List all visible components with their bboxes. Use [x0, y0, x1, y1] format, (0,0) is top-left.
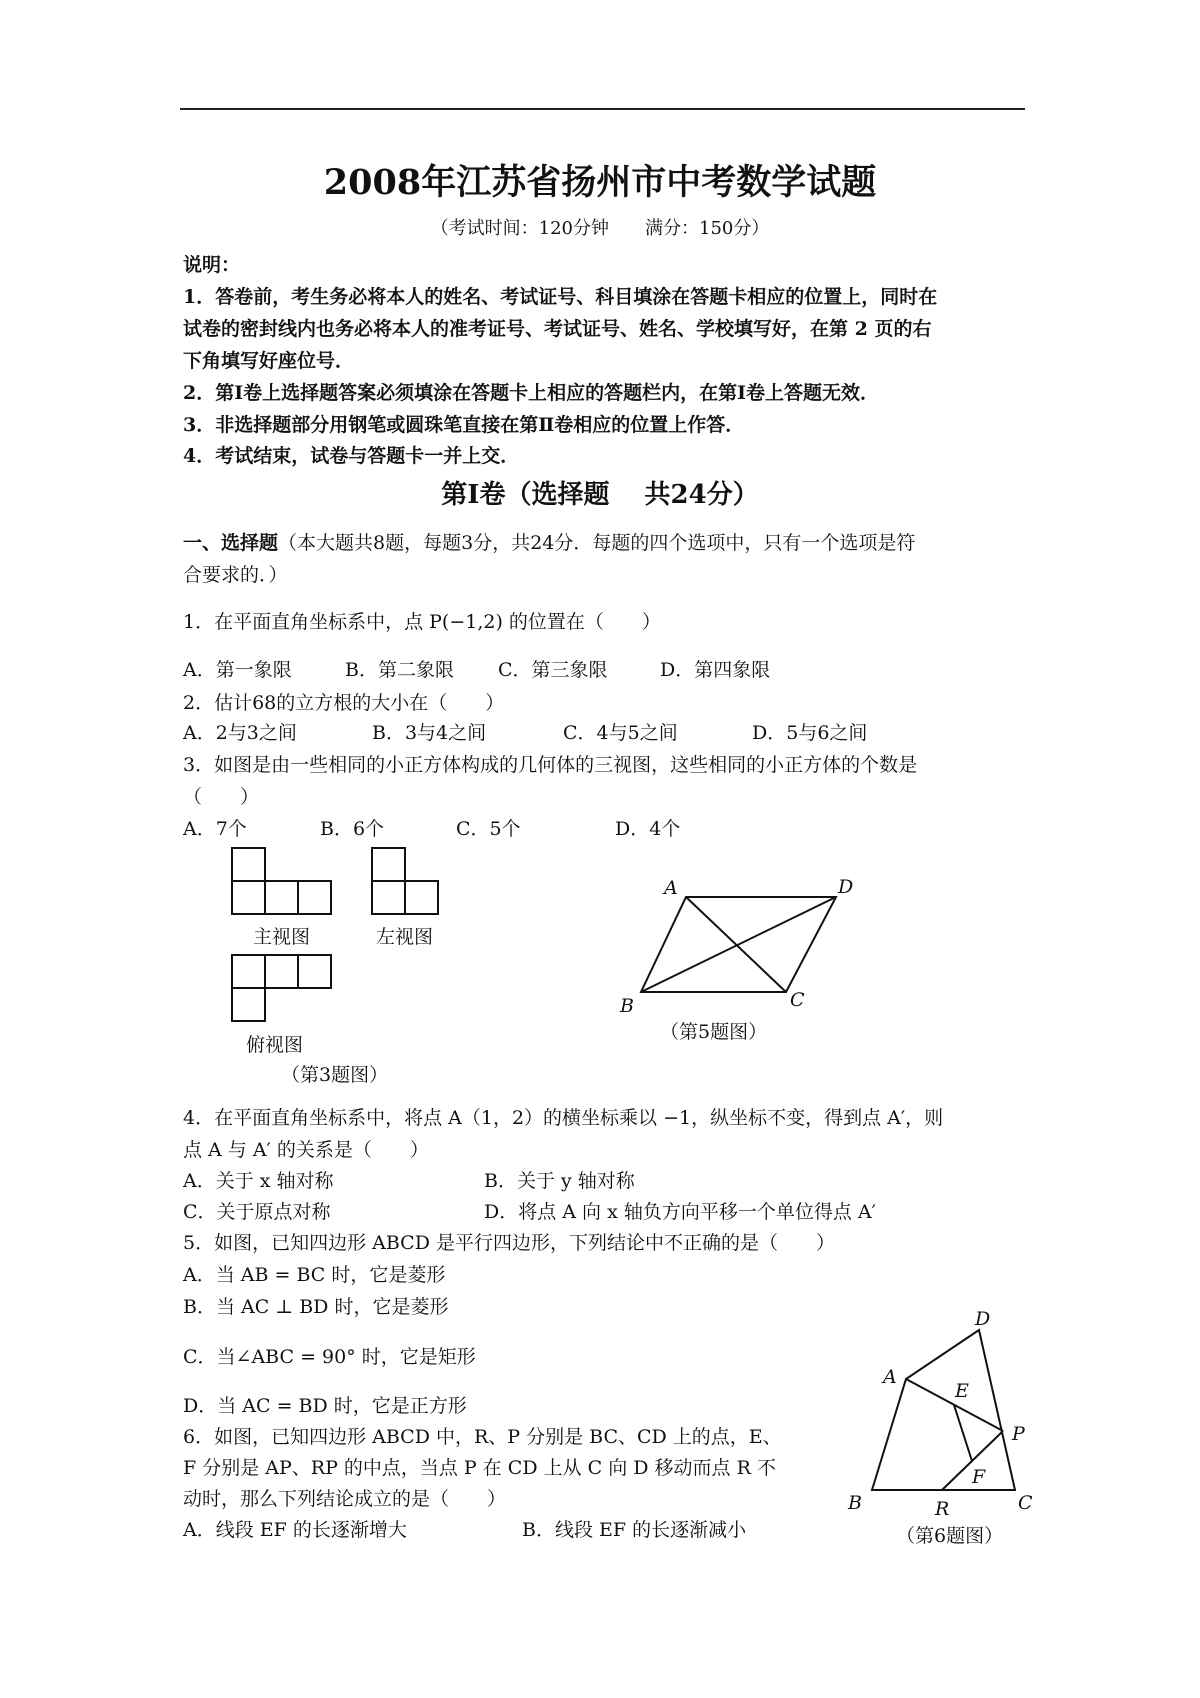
- q4-option-a: A．关于 x 轴对称: [183, 1170, 334, 1192]
- q2-option-a: A．2与3之间: [183, 722, 297, 744]
- q1-option-d: D．第四象限: [660, 659, 771, 681]
- top-view-cell: [232, 955, 265, 988]
- instructions-heading: 说明：: [183, 254, 241, 276]
- part-one-label: 一、选择题: [183, 532, 279, 554]
- q1-option-a: A．第一象限: [183, 659, 292, 681]
- point-label: E: [955, 1380, 969, 1402]
- top-view-cell: [298, 955, 331, 988]
- front-view-cell: [232, 881, 265, 914]
- diagonal-ac: [686, 897, 786, 992]
- q5-option-a: A．当 AB = BC 时，它是菱形: [183, 1264, 446, 1286]
- vertex-label: C: [790, 989, 805, 1011]
- quadrilateral-outline: [872, 1330, 1015, 1490]
- point-label: F: [972, 1466, 986, 1488]
- vertex-label: B: [620, 995, 634, 1017]
- paper-title: 2008年江苏省扬州市中考数学试题: [323, 162, 877, 203]
- q6-figure-caption: （第6题图）: [896, 1525, 1004, 1547]
- q2-stem: 2．估计68的立方根的大小在（ ）: [183, 692, 505, 714]
- front-view-cell: [298, 881, 331, 914]
- instruction-line: 3．非选择题部分用钢笔或圆珠笔直接在第Ⅱ卷相应的位置上作答．: [183, 414, 745, 436]
- q4-stem: 4．在平面直角坐标系中，将点 A（1，2）的横坐标乘以 −1，纵坐标不变，得到点 A′，则: [183, 1107, 944, 1129]
- q4-option-b: B．关于 y 轴对称: [484, 1170, 635, 1192]
- q3-figure-caption: （第3题图）: [281, 1064, 389, 1086]
- front-view-label: 主视图: [253, 926, 311, 948]
- q6-option-b: B．线段 EF 的长逐渐减小: [522, 1519, 747, 1541]
- paper-subtitle: （考试时间：120分钟 满分：150分）: [430, 218, 770, 239]
- q4-option-c: C．关于原点对称: [183, 1201, 331, 1223]
- instruction-line: 下角填写好座位号．: [183, 350, 355, 372]
- top-view-label: 俯视图: [246, 1034, 304, 1056]
- q3-option-a: A．7个: [183, 818, 247, 840]
- q6-option-a: A．线段 EF 的长逐渐增大: [183, 1519, 407, 1541]
- header-rule: [180, 108, 1025, 110]
- left-view-cell: [372, 881, 405, 914]
- instruction-line: 4．考试结束，试卷与答题卡一并上交．: [183, 445, 520, 467]
- instruction-line: 1．答卷前，考生务必将本人的姓名、考试证号、科目填涂在答题卡相应的位置上，同时在: [183, 286, 938, 308]
- top-view-cell: [232, 988, 265, 1021]
- left-view-cell: [405, 881, 438, 914]
- vertex-label: D: [975, 1308, 991, 1330]
- q5-option-b: B．当 AC ⊥ BD 时，它是菱形: [183, 1296, 449, 1318]
- q5-option-c: C．当∠ABC = 90° 时，它是矩形: [183, 1346, 476, 1368]
- instruction-line: 2．第Ⅰ卷上选择题答案必须填涂在答题卡上相应的答题栏内，在第Ⅰ卷上答题无效．: [183, 382, 879, 404]
- q6-stem: 6．如图，已知四边形 ABCD 中，R、P 分别是 BC、CD 上的点，E、: [183, 1426, 782, 1448]
- q1-option-b: B．第二象限: [345, 659, 454, 681]
- q3-stem-cont: （ ）: [183, 786, 260, 808]
- q3-option-c: C．5个: [456, 818, 521, 840]
- top-view-cell: [265, 955, 298, 988]
- instruction-line: 试卷的密封线内也务必将本人的准考证号、考试证号、姓名、学校填写好，在第 2 页的右: [183, 318, 932, 340]
- part-one-desc: （本大题共8题，每题3分，共24分．每题的四个选项中，只有一个选项是符: [278, 532, 916, 554]
- q5-option-d: D．当 AC = BD 时，它是正方形: [183, 1395, 467, 1417]
- q1-option-c: C．第三象限: [498, 659, 608, 681]
- point-label: P: [1012, 1423, 1025, 1445]
- q3-option-d: D．4个: [615, 818, 681, 840]
- q3-option-b: B．6个: [320, 818, 385, 840]
- q1-stem: 1．在平面直角坐标系中，点 P(−1,2) 的位置在（ ）: [183, 611, 661, 633]
- q4-stem-cont: 点 A 与 A′ 的关系是（ ）: [183, 1139, 429, 1161]
- q3-stem: 3．如图是由一些相同的小正方体构成的几何体的三视图，这些相同的小正方体的个数是: [183, 754, 918, 776]
- q2-option-b: B．3与4之间: [372, 722, 487, 744]
- q2-option-c: C．4与5之间: [563, 722, 678, 744]
- q5-stem: 5．如图，已知四边形 ABCD 是平行四边形，下列结论中不正确的是（ ）: [183, 1232, 835, 1254]
- point-label: R: [935, 1498, 950, 1520]
- q5-figure-caption: （第5题图）: [660, 1021, 768, 1043]
- q6-stem-cont: F 分别是 AP、RP 的中点，当点 P 在 CD 上从 C 向 D 移动而点 R 不: [183, 1457, 776, 1479]
- part-one-desc-cont: 合要求的．）: [183, 564, 288, 586]
- diagonal-bd: [641, 897, 836, 992]
- q2-option-d: D．5与6之间: [752, 722, 868, 744]
- left-view-cell: [372, 848, 405, 881]
- vertex-label: C: [1018, 1492, 1033, 1514]
- vertex-label: D: [838, 876, 854, 898]
- part-one-header: [183, 528, 915, 555]
- left-view-label: 左视图: [376, 926, 434, 948]
- vertex-label: B: [848, 1492, 862, 1514]
- vertex-label: A: [664, 877, 678, 899]
- front-view-cell: [265, 881, 298, 914]
- q6-stem-cont: 动时，那么下列结论成立的是（ ）: [183, 1488, 507, 1510]
- vertex-label: A: [883, 1366, 897, 1388]
- front-view-cell: [232, 848, 265, 881]
- section-title: 第Ⅰ卷（选择题 共24分）: [441, 480, 759, 510]
- q4-option-d: D．将点 A 向 x 轴负方向平移一个单位得点 A′: [484, 1201, 876, 1223]
